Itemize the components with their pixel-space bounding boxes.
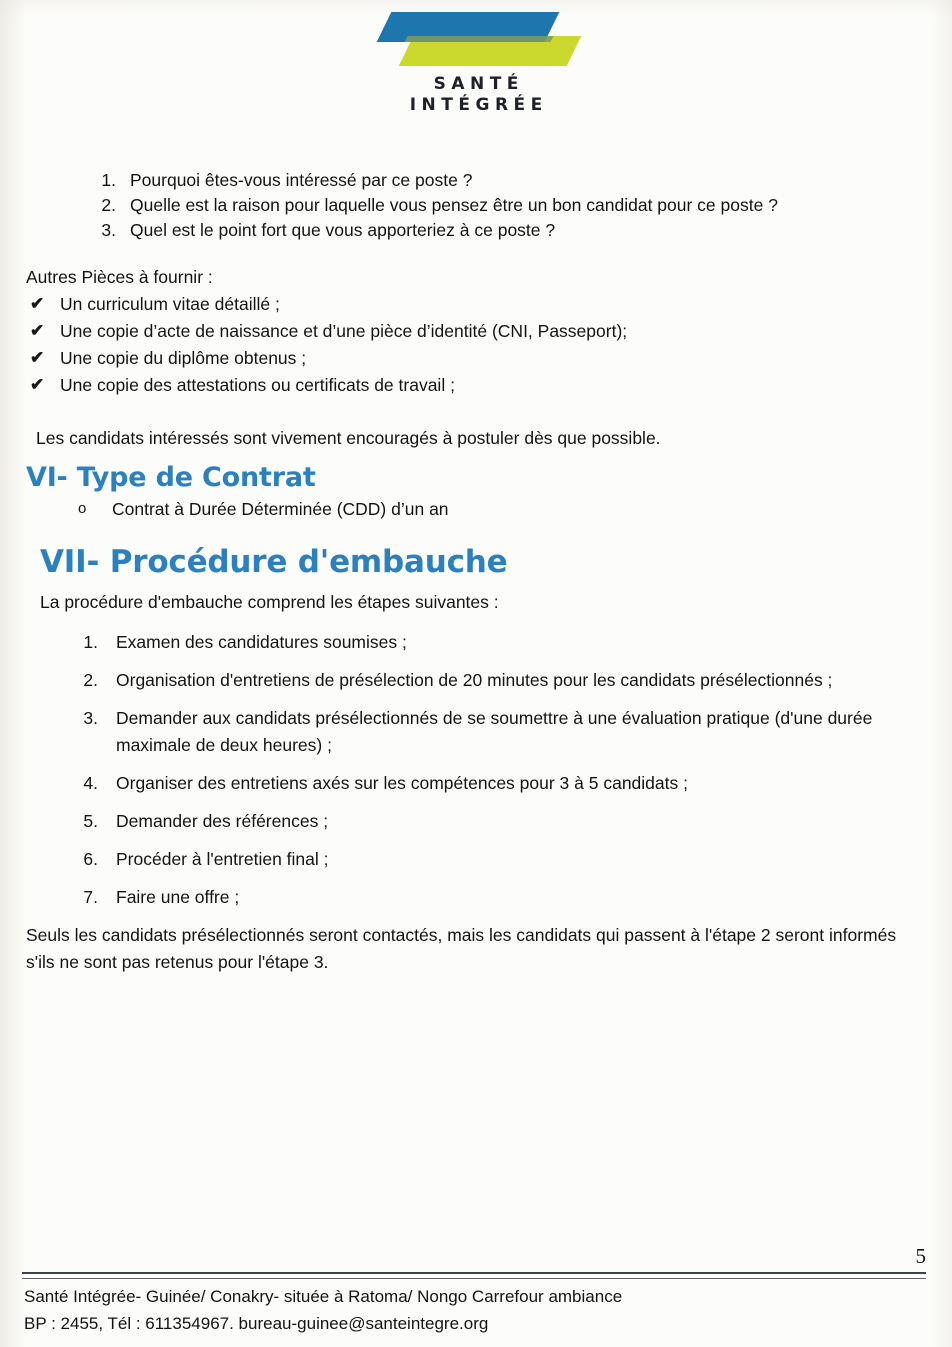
check-icon: ✔ bbox=[30, 375, 45, 394]
contract-type-list bbox=[70, 495, 928, 523]
encouragement-paragraph: Les candidats intéressés sont vivement encouragés à postuler dès que possible. bbox=[36, 428, 661, 448]
list-item-text: Demander des références ; bbox=[116, 811, 329, 831]
logo-wordmark bbox=[0, 74, 952, 116]
list-item-text: Examen des candidatures soumises ; bbox=[116, 632, 407, 652]
list-item-text: Demander aux candidats présélectionnés de se soumettre à une évaluation pratique (d'une durée maximale de deux heures) ; bbox=[116, 708, 873, 755]
list-item-number: 1. bbox=[83, 632, 98, 652]
circle-bullet-icon: o bbox=[78, 500, 87, 517]
list-item-text: Faire une offre ; bbox=[116, 887, 240, 907]
list-item bbox=[88, 193, 928, 218]
list-item-text: Une copie des attestations ou certificats de travail ; bbox=[60, 375, 455, 395]
procedure-closing-paragraph: Seuls les candidats présélectionnés seront contactés, mais les candidats qui passent à l'étape 2 seront informés s'ils ne sont pas retenus pour l'étape 3. bbox=[26, 925, 897, 972]
logo-wordmark-line2: INTÉGRÉE bbox=[409, 95, 548, 115]
list-item-number: 5. bbox=[83, 811, 98, 831]
page-number: 5 bbox=[915, 1244, 926, 1268]
list-item-number: 2. bbox=[101, 195, 116, 215]
list-item bbox=[88, 218, 928, 243]
list-item-number: 3. bbox=[83, 708, 98, 728]
section-heading-vi: VI- Type de Contrat bbox=[26, 462, 316, 493]
list-item bbox=[26, 345, 928, 372]
procedure-intro-paragraph: La procédure d'embauche comprend les étapes suivantes : bbox=[40, 592, 499, 612]
list-item bbox=[88, 168, 928, 193]
list-item-text: Contrat à Durée Déterminée (CDD) d’un an bbox=[112, 499, 449, 519]
list-item bbox=[72, 884, 928, 911]
check-icon: ✔ bbox=[30, 321, 45, 340]
list-item-number: 4. bbox=[83, 773, 98, 793]
list-item bbox=[26, 318, 928, 345]
list-item-text: Une copie d’acte de naissance et d’une pièce d’identité (CNI, Passeport); bbox=[60, 321, 628, 341]
list-item-text: Procéder à l'entretien final ; bbox=[116, 849, 329, 869]
list-item bbox=[72, 770, 928, 797]
list-item-number: 7. bbox=[83, 887, 98, 907]
list-item-text: Pourquoi êtes-vous intéressé par ce poste ? bbox=[130, 170, 473, 190]
list-item-number: 6. bbox=[83, 849, 98, 869]
list-item-text: Quelle est la raison pour laquelle vous pensez être un bon candidat pour ce poste ? bbox=[130, 195, 778, 215]
list-item bbox=[72, 667, 928, 694]
check-icon: ✔ bbox=[30, 294, 45, 313]
check-icon: ✔ bbox=[30, 348, 45, 367]
logo-wordmark-line1: SANTÉ bbox=[433, 74, 524, 94]
list-item bbox=[72, 629, 928, 656]
documents-label: Autres Pièces à fournir : bbox=[26, 267, 213, 287]
footer-contact-block bbox=[24, 1283, 622, 1337]
list-item-text: Quel est le point fort que vous apporteriez à ce poste ? bbox=[130, 220, 556, 240]
list-item bbox=[26, 291, 928, 318]
list-item-number: 2. bbox=[83, 670, 98, 690]
list-item bbox=[72, 705, 928, 759]
list-item-text: Organisation d'entretiens de présélection de 20 minutes pour les candidats présélectionnés ; bbox=[116, 670, 833, 690]
required-documents-list bbox=[26, 291, 928, 399]
list-item bbox=[72, 846, 928, 873]
document-body bbox=[0, 168, 952, 976]
list-item-text: Organiser des entretiens axés sur les compétences pour 3 à 5 candidats ; bbox=[116, 773, 688, 793]
list-item-text: Un curriculum vitae détaillé ; bbox=[60, 294, 280, 314]
list-item-number: 1. bbox=[101, 170, 116, 190]
logo-mark-icon bbox=[376, 8, 576, 70]
list-item bbox=[70, 495, 928, 523]
logo-overlap-band bbox=[405, 36, 554, 42]
list-item-number: 3. bbox=[101, 220, 116, 240]
footer-contact-line: BP : 2455, Tél : 611354967. bureau-guinee@santeintegre.org bbox=[24, 1314, 489, 1333]
section-heading-vii: VII- Procédure d'embauche bbox=[40, 544, 508, 580]
list-item bbox=[72, 808, 928, 835]
hiring-steps-list bbox=[72, 629, 928, 911]
organization-logo bbox=[0, 8, 952, 116]
footer-address-line: Santé Intégrée- Guinée/ Conakry- située à Ratoma/ Nongo Carrefour ambiance bbox=[24, 1287, 623, 1306]
list-item bbox=[26, 372, 928, 399]
interview-questions-list bbox=[88, 168, 928, 243]
list-item-text: Une copie du diplôme obtenus ; bbox=[60, 348, 307, 368]
footer-divider bbox=[22, 1272, 926, 1279]
